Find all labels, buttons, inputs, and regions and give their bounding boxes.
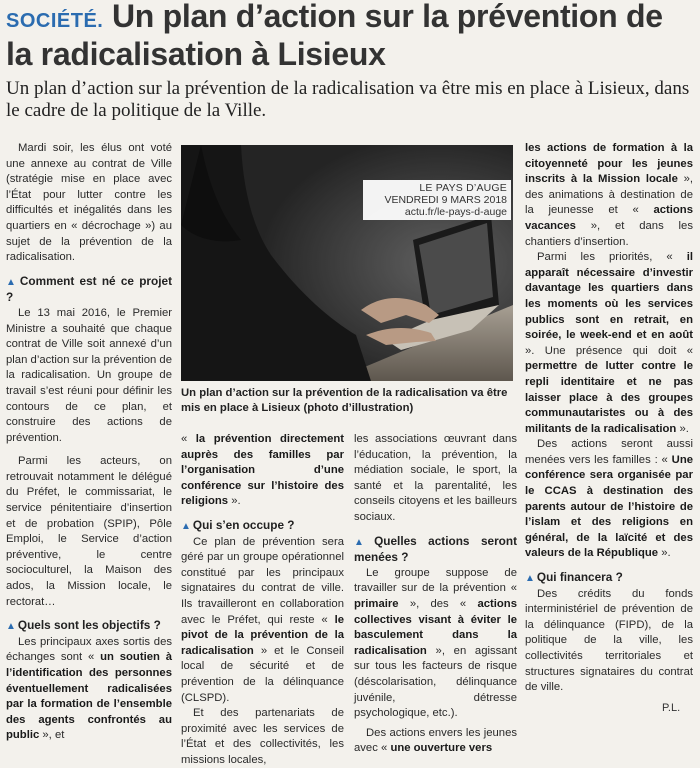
question-heading: ▲ Qui financera ?	[525, 570, 623, 585]
body-paragraph: Des actions seront aussi menées vers les familles : « Une conférence sera organisée par le CCAS à destination des parents autour de l’histoire de l’islam et des religions en général, de la laïcité et des valeurs de la République ».	[525, 438, 693, 560]
body-column-1	[6, 141, 172, 744]
body-paragraph: Les principaux axes sortis des échanges sont « un soutien à l’identification des personnes éventuellement radicalisées par la formation de l’ensemble des agents confrontés au public », et	[6, 635, 173, 742]
question-heading: ▲ Qui s’en occupe ?	[181, 517, 295, 532]
body-paragraph: Et des partenariats de proximité avec les services de l’État et des collectivités, les missions locales,	[181, 707, 344, 766]
question-heading: ▲ Quels sont les objectifs ?	[6, 618, 161, 633]
body-column-3	[354, 432, 517, 757]
photo-caption: Un plan d’action sur la prévention de la radicalisation va être mis en place à Lisieux (photo d’illustration)	[181, 387, 508, 414]
article-standfirst: Un plan d’action sur la prévention de la radicalisation va être mis en place à Lisieux, dans le cadre de la politique de la Ville.	[6, 78, 690, 121]
body-paragraph: les associations œuvrant dans l’éducation, la prévention, la médiation sociale, le sport, la santé et la parentalité, les conseils citoyens et les bailleurs sociaux.	[354, 433, 517, 523]
triangle-icon: ▲	[354, 536, 373, 548]
body-column-4	[525, 141, 693, 696]
question-heading: ▲ Quelles actions seront menées ?	[354, 533, 517, 565]
body-paragraph: Parmi les priorités, « il apparaît nécessaire d’investir davantage les quartiers dans les moments où les services publics sont en retrait, en soirée, le week-end et en août ». Une présence qui doit « permettre de lutter contre le repli identitaire et ne pas laisser place à des groupes communautaristes ou à des militants de la radicalisation ».	[525, 251, 693, 435]
article-headline	[6, 0, 696, 71]
newspaper-name: LE PAYS D’AUGE	[419, 182, 507, 194]
body-paragraph: Parmi les acteurs, on retrouvait notamment le délégué du Préfet, le commissariat, le service pénitentiaire d’insertion et de probation (SPIP), Pôle Emploi, le Service d’action préventive, le centre socioculturel, la Maison des ados, la Mission locale, le rectorat…	[6, 455, 172, 608]
triangle-icon: ▲	[6, 276, 18, 288]
body-paragraph: Des crédits du fonds interministériel de prévention de la délinquance (FIPD), de la politique de la ville, les collectivités territoriales et structures signataires du contrat de ville.	[525, 587, 693, 694]
body-column-2	[181, 432, 344, 768]
body-paragraph: les actions de formation à la citoyenneté pour les jeunes inscrits à la Mission locale », des animations à destination de la jeunesse et « actions vacances », et dans les chantiers d’insertion.	[525, 142, 694, 248]
article-title: Un plan d’action sur la prévention de la radicalisation à Lisieux	[6, 0, 663, 72]
body-paragraph: Le 13 mai 2016, le Premier Ministre a souhaité que chaque contrat de Ville soit annexé d’un plan d’action sur la prévention de la radicalisation. Un groupe de travail s’est réuni pour définir les contours de ce plan, et construire des actions de prévention.	[6, 306, 172, 444]
rubric-label: SOCIÉTÉ.	[6, 10, 104, 32]
author-signature: P.L.	[662, 702, 681, 714]
question-heading: ▲ Comment est né ce projet ?	[6, 273, 172, 305]
body-paragraph: Mardi soir, les élus ont voté une annexe au contrat de Ville (stratégie mise en place avec l’État pour lutter contre les difficultés et inégalités dans les quartiers en « décrochage ») au sujet de la prévention de la radicalisation.	[6, 142, 172, 264]
triangle-icon: ▲	[181, 520, 191, 532]
source-url: actu.fr/le-pays-d-auge	[404, 206, 507, 218]
body-paragraph: Le groupe suppose de travailler sur de la prévention « primaire », des « actions collectives visant à éviter le basculement dans la radicalisation », en agissant sur tous les facteurs de risque (déscolarisation, délinquance juvénile, détresse psychologique, etc.).	[354, 566, 517, 720]
triangle-icon: ▲	[525, 573, 535, 585]
publication-date: VENDREDI 9 MARS 2018	[384, 194, 507, 206]
body-paragraph: Des actions envers les jeunes avec « une ouverture vers	[354, 726, 517, 755]
triangle-icon: ▲	[6, 621, 16, 633]
source-stamp	[363, 180, 511, 220]
body-paragraph: « la prévention directement auprès des familles par l’organisation d’une conférence sur l’histoire des religions ».	[181, 433, 345, 508]
body-paragraph: Ce plan de prévention sera géré par un groupe opérationnel constitué par les principaux signataires du contrat de ville. Ils travailleront en collaboration avec le Préfet, qui reste « le pivot de la prévention de la radicalisation » et le Conseil local de sécurité et de prévention de la délinquance (CLSPD).	[181, 535, 344, 704]
